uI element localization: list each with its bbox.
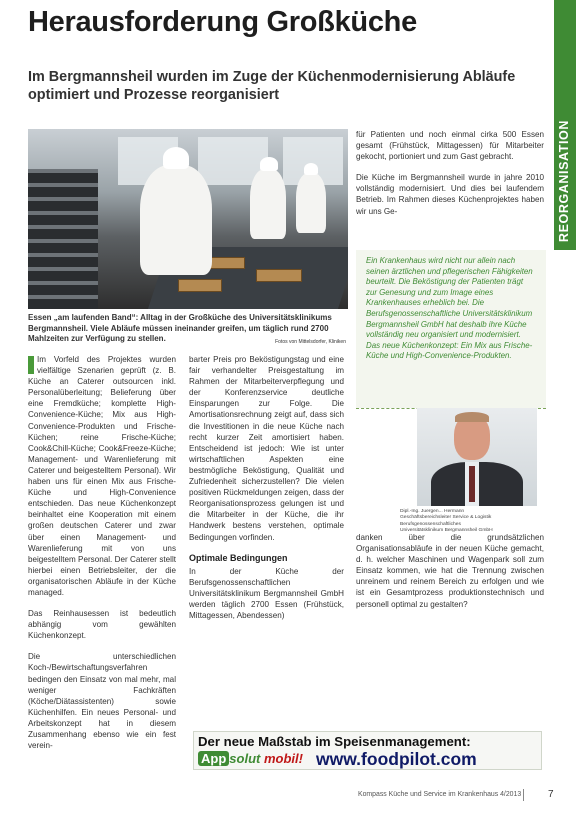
- portrait-hair: [455, 412, 489, 422]
- paragraph: Die Küche im Bergmannsheil wurde in jahre 2010 vollständig modernisiert. Und dies bei laufendem Betrieb. Im Rahmen dieses Küchenprojektes haben wir uns Ge-: [356, 173, 544, 216]
- photo-cook: [140, 165, 212, 275]
- photo-cook: [296, 173, 326, 233]
- article-column-1: [28, 354, 176, 761]
- photo-cook: [250, 169, 286, 239]
- article-subtitle: Im Bergmannsheil wurden im Zuge der Küchenmodernisierung Abläufe optimiert und Prozesse reorganisiert: [28, 69, 516, 103]
- photo-cook-hat: [163, 147, 189, 169]
- article-column-2: [189, 354, 344, 631]
- photo-caption-text: Essen „am laufenden Band“: Alltag in der Großküche des Universitätsklinikums Bergmannsheil. Viele Abläufe müssen ineinander greifen, um täglich rund 2700 Mahlzeiten zur Verfügung zu stellen.: [28, 313, 332, 344]
- page-number: 7: [548, 789, 554, 800]
- paragraph: Die unterschiedlichen Koch-/Bewirtschaftungsverfahren bedingen den Einsatz von mal mehr, mal weniger Fachkräften (Köche/Diätassistenten) sowie Küchenhilfen. Ein neues Personal- und Arbeitskonzept hat in diesem Zusammenhang ebenso wie ein fest verein-: [28, 652, 176, 751]
- section-heading: Optimale Bedingungen: [189, 552, 288, 563]
- foodpilot-advertisement[interactable]: [193, 731, 542, 770]
- paragraph: danken über die grundsätzlichen Organisationsabläufe in der neuen Küche gemacht, d. h. welcher Maschinen und Wagenpark soll zum Einsatz kommen, wie hat die Trennung zwischen unreinem und reinem Bereich zu erfolgen und wie ist ein Gesamtprozess produktionstechnisch und personell optimal zu gestalten?: [356, 533, 544, 609]
- ad-headline: Der neue Maßstab im Speisenmanagement:: [198, 734, 471, 749]
- photo-credit: Fotos von Mittelsdorfer, Kliniken: [275, 339, 346, 346]
- article-title: Herausforderung Großküche: [28, 6, 417, 38]
- photo-rack: [28, 169, 98, 309]
- dropcap-mark: [28, 356, 34, 374]
- photo-tray: [178, 279, 222, 292]
- paragraph: für Patienten und noch einmal cirka 500 Essen gesamt (Frühstück, Mittagessen) für Mitarbeiter gekocht, portioniert und zum Gast gebracht.: [356, 130, 544, 162]
- section-tab: [554, 0, 576, 250]
- pull-quote-text: Ein Krankenhaus wird nicht nur allein nach seinen ärztlichen und pflegerischen Fähigkeiten beurteilt. Die Beköstigung der Patienten trägt zur Genesung und zum Image eines Krankenhauses erheblich bei. Die Berufsgenossenschaftliche Universitätsklinikum Bergmannsheil GmbH hat deshalb ihre Küche vollständig neu organisiert und modernisiert. Das neue Küchenkonzept: Ein Mix aus Frische-Küche und High-Convenience-Produkten.: [366, 256, 533, 361]
- author-portrait: [417, 408, 537, 506]
- appsolut-logo: App solut mobil!: [198, 751, 303, 766]
- paragraph: Im Vorfeld des Projektes wurden vielfältige Szenarien geprüft (z. B. Küche an Caterer outsourcen inkl. Personalüberleitung; Belieferung über eine Fremdküche; komplette High-Convenience-Küche; Mix aus High-Convenience-Produkten und Frische-Küchen; reine Frische-Küche; Cook&Chill-Küche; Cook&Freeze-Küche; Management- und Warenlieferung mit Caterer und beigestelltem Personal). Wir haben uns für einen Mix aus Frische-Küche und High-Convenience entschieden. Das neue Küchenkonzept beinhaltet eine Kooperation mit einem großen deutschen Caterer und zwar über einen Management- und Warenlieferung mit von uns beigestelltem Personal. Der Caterer stellt hierbei einen Betriebsleiter, der die organisatorischen Abläufe in der Küche managed.: [28, 355, 176, 597]
- article-column-3-bottom: [356, 532, 544, 620]
- portrait-caption: Dipl.-Ing. Juergen... Hermann Geschäftsbereichsleiter Service & Logistik Berufsgenossenschaftliches Universitätsklinikum Bergmannsheil GmbH: [400, 509, 493, 533]
- paragraph: barter Preis pro Beköstigungstag und eine fair verhandelter Preisgestaltung im Rahmen der Mitarbeiterverpflegung und der Konferenzservice deutliche Einsparungen zur Folge. Die Amortisationsrechnung zeigt auf, dass sich die Investitionen in die neue Küche nach recht kurzer Zeit amortisiert haben. Entscheidend ist jedoch: Wie ist unter wirtschaftlichen Aspekten eine bestmögliche Beköstigung, Qualität und Zufriedenheit sicherzustellen? Die vielen positiven Rückmeldungen zeigen, dass der Reorganisationsprozess gelungen ist und die Mitarbeiter in der Küche, die ihr Handwerk bestens verstehen, optimale Bedingungen vorfinden.: [189, 355, 344, 542]
- article-column-3-top: [356, 129, 544, 227]
- paragraph: Das Reinhausessen ist bedeutlich abhängig vom gewählten Küchenkonzept.: [28, 609, 176, 641]
- portrait-tie: [469, 466, 475, 502]
- ad-url-link[interactable]: www.foodpilot.com: [316, 749, 477, 769]
- footer-publication: Kompass Küche und Service im Krankenhaus 4/2013: [358, 791, 522, 798]
- pull-quote: [356, 250, 546, 408]
- photo-caption: [28, 313, 346, 348]
- photo-cook-hat: [260, 157, 278, 171]
- paragraph: In der Küche der Berufsgenossenschaftlichen Universitätsklinikum Bergmannsheil GmbH werden täglich 2700 Essen (Frühstück, Mittagessen, Abendessen): [189, 566, 344, 621]
- photo-tray: [256, 269, 302, 282]
- footer-divider: [523, 789, 524, 801]
- photo-cook-hat: [304, 163, 318, 175]
- kitchen-photo: [28, 129, 348, 309]
- section-tab-label: REORGANISATION: [557, 119, 571, 242]
